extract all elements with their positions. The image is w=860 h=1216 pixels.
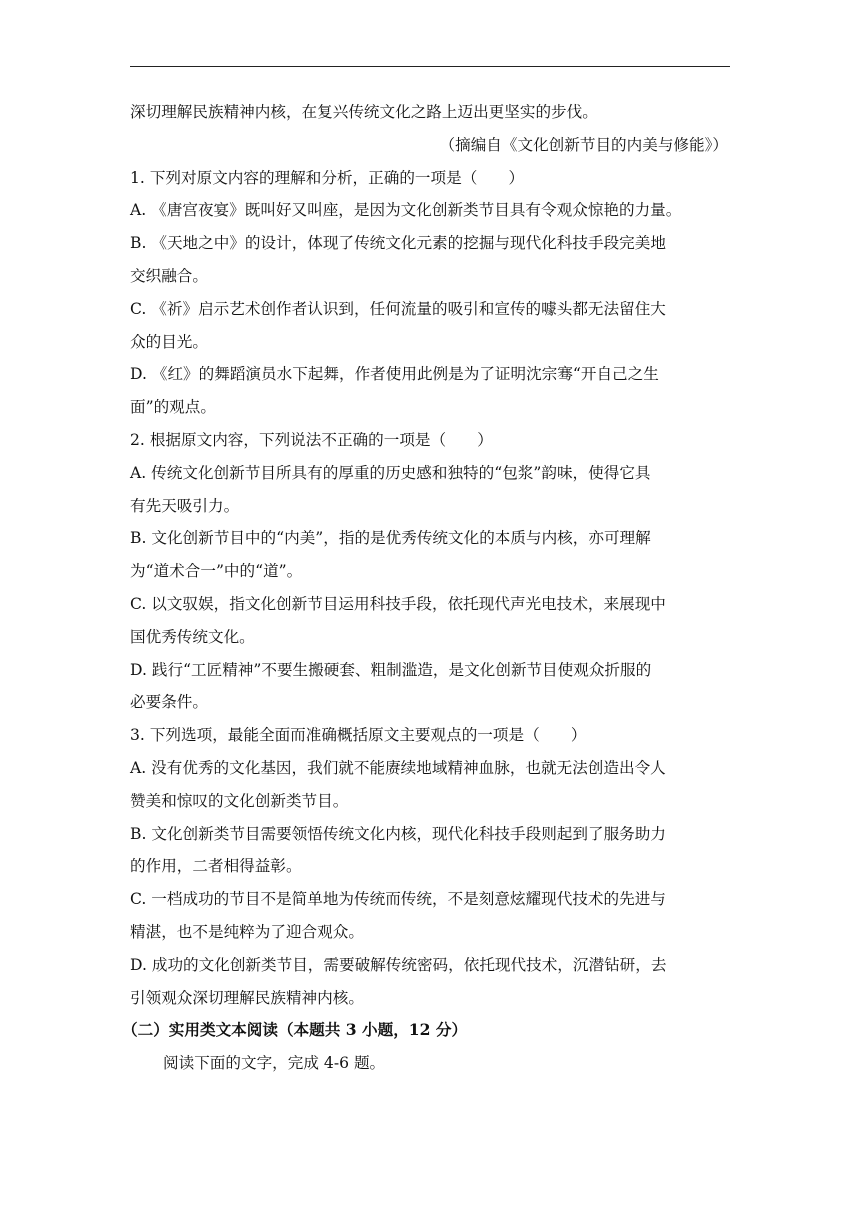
document-body [122,96,730,1080]
option-2c-cont: 国优秀传统文化。 [130,627,255,646]
option-1b: B. 《天地之中》的设计，体现了传统文化元素的挖掘与现代化科技手段完美地 [130,234,666,253]
question-3: 3. 下列选项，最能全面而准确概括原文主要观点的一项是（ ） [130,726,587,745]
option-1d: D. 《红》的舞蹈演员水下起舞，作者使用此例是为了证明沈宗骞“开自己之生 [130,365,659,384]
source-citation: （摘编自《文化创新节目的内美与修能》） [439,135,728,154]
option-2a: A. 传统文化创新节目所具有的厚重的历史感和独特的“包浆”韵味，使得它具 [130,463,651,482]
option-1d-cont: 面”的观点。 [130,398,216,417]
option-3b: B. 文化创新类节目需要领悟传统文化内核，现代化科技手段则起到了服务助力 [130,824,666,843]
option-3d: D. 成功的文化创新类节目，需要破解传统密码，依托现代技术，沉潜钻研，去 [130,955,667,974]
option-1b-cont: 交织融合。 [130,266,208,285]
option-2b-cont: 为“道术合一”中的“道”。 [130,562,303,581]
section-heading: （二）实用类文本阅读（本题共 3 小题，12 分） [122,1020,468,1040]
option-3b-cont: 的作用，二者相得益彰。 [130,857,302,876]
question-1: 1. 下列对原文内容的理解和分析，正确的一项是（ ） [130,168,525,187]
header-rule [130,66,730,67]
option-2a-cont: 有先天吸引力。 [130,496,240,515]
instruction-line: 阅读下面的文字，完成 4-6 题。 [163,1054,386,1073]
body-line: 深切理解民族精神内核，在复兴传统文化之路上迈出更坚实的步伐。 [130,103,598,121]
option-2d: D. 践行“工匠精神”不要生搬硬套、粗制滥造，是文化创新节目使观众折服的 [130,660,652,679]
option-3c-cont: 精湛，也不是纯粹为了迎合观众。 [130,922,364,941]
option-2c: C. 以文驭娱，指文化创新节目运用科技手段，依托现代声光电技术，来展现中 [130,594,666,613]
option-1a: A. 《唐宫夜宴》既叫好又叫座，是因为文化创新类节目具有令观众惊艳的力量。 [130,201,682,220]
option-1c: C. 《祈》启示艺术创作者认识到，任何流量的吸引和宣传的噱头都无法留住大 [130,299,666,318]
option-3c: C. 一档成功的节目不是简单地为传统而传统，不是刻意炫耀现代技术的先进与 [130,890,666,909]
option-3d-cont: 引领观众深切理解民族精神内核。 [130,988,364,1007]
option-1c-cont: 众的目光。 [130,332,208,351]
option-3a: A. 没有优秀的文化基因，我们就不能赓续地域精神血脉，也就无法创造出令人 [130,758,666,777]
option-2b: B. 文化创新节目中的“内美”，指的是优秀传统文化的本质与内核，亦可理解 [130,529,651,548]
question-2: 2. 根据原文内容，下列说法不正确的一项是（ ） [130,430,493,449]
option-3a-cont: 赞美和惊叹的文化创新类节目。 [130,791,349,810]
option-2d-cont: 必要条件。 [130,693,208,712]
